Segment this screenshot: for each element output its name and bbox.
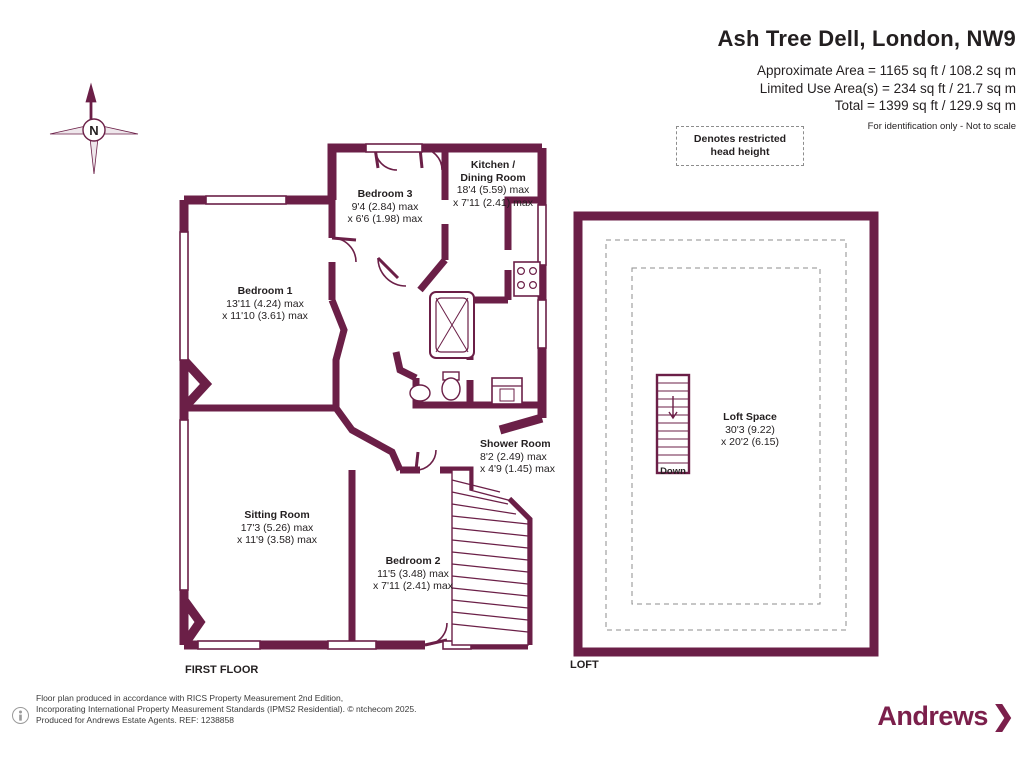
floor-label-loft: LOFT [570, 659, 599, 671]
room-label-sitting-room: Sitting Room 17'3 (5.26) max x 11'9 (3.58) max [236, 509, 317, 546]
stairs-down-label: Down [660, 466, 686, 477]
total-area: Total = 1399 sq ft / 129.9 sq m [834, 98, 1016, 113]
chevron-right-icon: ❯ [991, 701, 1014, 731]
andrews-logo [877, 701, 1014, 732]
room-label-bedroom-2: Bedroom 2 11'5 (3.48) max x 7'11 (2.41) max [372, 555, 453, 592]
hob-fixture [514, 262, 540, 296]
footer-line-3: Produced for Andrews Estate Agents. REF: 1238858 [36, 715, 234, 725]
brand-name: Andrews [877, 701, 988, 731]
limited-use-area: Limited Use Area(s) = 234 sq ft / 21.7 sq m [759, 80, 1016, 96]
wc-fixture [442, 372, 460, 400]
kitchen-units [492, 378, 522, 404]
room-label-bedroom-1: Bedroom 1 13'11 (4.24) max x 11'10 (3.61) max [222, 285, 308, 322]
footer-line-1: Floor plan produced in accordance with RICS Property Measurement 2nd Edition, [36, 693, 344, 703]
floor-label-first-floor: FIRST FLOOR [185, 664, 259, 676]
legend-label: Denotes restricted head height [693, 133, 787, 158]
disclaimer: For identification only - Not to scale [867, 120, 1016, 132]
info-icon [12, 707, 29, 724]
loft-staircase [657, 375, 689, 473]
compass-north-label: N [89, 123, 99, 138]
room-label-bedroom-3: Bedroom 3 9'4 (2.84) max x 6'6 (1.98) max [347, 188, 423, 225]
footer-line-2: Incorporating International Property Measurement Standards (IPMS2 Residential). © ntchecom 2025. [36, 704, 417, 714]
room-label-shower-room: Shower Room 8'2 (2.49) max x 4'9 (1.45) max [480, 438, 555, 475]
footer-text [36, 693, 416, 726]
basin-fixture [410, 385, 430, 401]
approximate-area: Approximate Area = 1165 sq ft / 108.2 sq m [756, 63, 1016, 78]
page-title: Ash Tree Dell, London, NW9 [717, 26, 1016, 51]
bath-fixture [430, 292, 474, 358]
room-label-loft-space: Loft Space 30'3 (9.22) x 20'2 (6.15) [720, 411, 780, 448]
room-label-kitchen-dining-room: Kitchen / Dining Room 18'4 (5.59) max x 7'11 (2.41) max [452, 159, 533, 209]
